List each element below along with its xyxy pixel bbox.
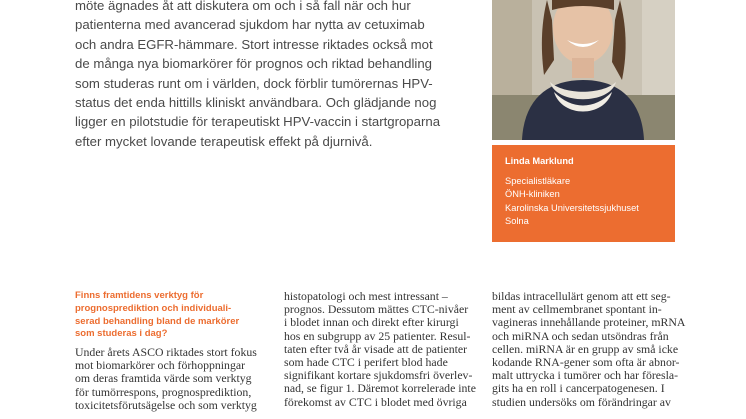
heading-line: serad behandling bland de markörer — [75, 315, 240, 327]
body-line: histopatologi och mest intressant – — [284, 289, 448, 303]
body-line: förekomst av CTC i blodet med övriga — [284, 394, 467, 409]
body-line: studien undersöks om förändringar av — [492, 394, 671, 409]
caption-details — [505, 175, 639, 229]
body-line: taten efter två år visade att de patienter — [284, 341, 468, 356]
caption-hospital: Karolinska Universitetssjukhuset — [505, 202, 639, 213]
portrait-photo — [492, 0, 675, 140]
body-line: cellen. miRNA är en grupp av små icke — [492, 341, 679, 356]
body-line: i blodet innan och direkt efter kirurgi — [284, 315, 459, 330]
intro-line: status det enda hittills kliniskt användbara. Och glädjande nog — [75, 95, 437, 111]
intro-line: och andra EGFR-hämmare. Stort intresse riktades också mot — [75, 36, 433, 52]
caption-title: Specialistläkare — [505, 176, 571, 186]
body-line: vagineras innehållande proteiner, mRNA — [492, 315, 686, 330]
body-line: och miRNA och sedan utsöndras från — [492, 328, 669, 343]
portrait-illustration — [492, 0, 675, 140]
intro-line: efter mycket lovande terapeutisk effekt på djurnivå. — [75, 133, 373, 149]
body-line: toxicitetsförutsägelse och som verktyg — [75, 397, 257, 412]
body-line: bildas intracellulärt genom att ett seg- — [492, 289, 671, 303]
caption-department: ÖNH-kliniken — [505, 189, 560, 200]
intro-line: möte ägnades åt att diskutera om och i så fall när och hur — [75, 0, 411, 13]
body-line: mot biomarkörer och förhoppningar — [75, 358, 246, 373]
body-line: prognos. Dessutom mättes CTC-nivåer — [284, 302, 469, 317]
body-line: ment av cellmembranet spontant in- — [492, 302, 662, 317]
body-line: om deras framtida värde som verktyg — [75, 371, 252, 386]
body-column-3 — [492, 290, 685, 409]
body-line: malt uttrycka i tumörer och har föresla- — [492, 368, 679, 383]
intro-line: de många nya biomarkörer för prognos och riktad behandling — [75, 56, 433, 72]
body-column-2 — [284, 290, 476, 409]
caption-location: Solna — [505, 216, 529, 227]
intro-paragraph — [75, 0, 475, 151]
body-column-1 — [75, 346, 257, 412]
intro-line: patienterna med avancerad sjukdom har nytta av cetuximab — [75, 17, 425, 33]
intro-line: som studeras runt om i världen, dock förblir tumörernas HPV- — [75, 75, 433, 91]
body-line: gits ha en roll i cancerpatogenesen. I — [492, 381, 665, 396]
section-heading — [75, 290, 265, 341]
heading-line: prognosprediktion och individuali- — [75, 302, 232, 314]
body-line: för tumörrespons, prognosprediktion, — [75, 384, 252, 399]
caption-name: Linda Marklund — [505, 156, 574, 166]
heading-line: Finns framtidens verktyg för — [75, 290, 204, 301]
body-line: Under årets ASCO riktades stort fokus — [75, 345, 257, 359]
body-line: signifikant kortare sjukdomsfri överlev- — [284, 368, 473, 383]
body-line: hos en subgrupp av 25 patienter. Resul- — [284, 328, 471, 343]
heading-line: som studeras i dag? — [75, 328, 168, 340]
intro-line: ligger en pilotstudie för terapeutiskt HPV-vaccin i startgroparna — [75, 114, 441, 130]
photo-caption — [492, 145, 675, 242]
body-line: som hade CTC i perifert blod hade — [284, 355, 448, 370]
body-line: nad, se figur 1. Däremot korrelerade inte — [284, 381, 476, 396]
body-line: kodande RNA-gener som ofta är abnor- — [492, 355, 680, 370]
